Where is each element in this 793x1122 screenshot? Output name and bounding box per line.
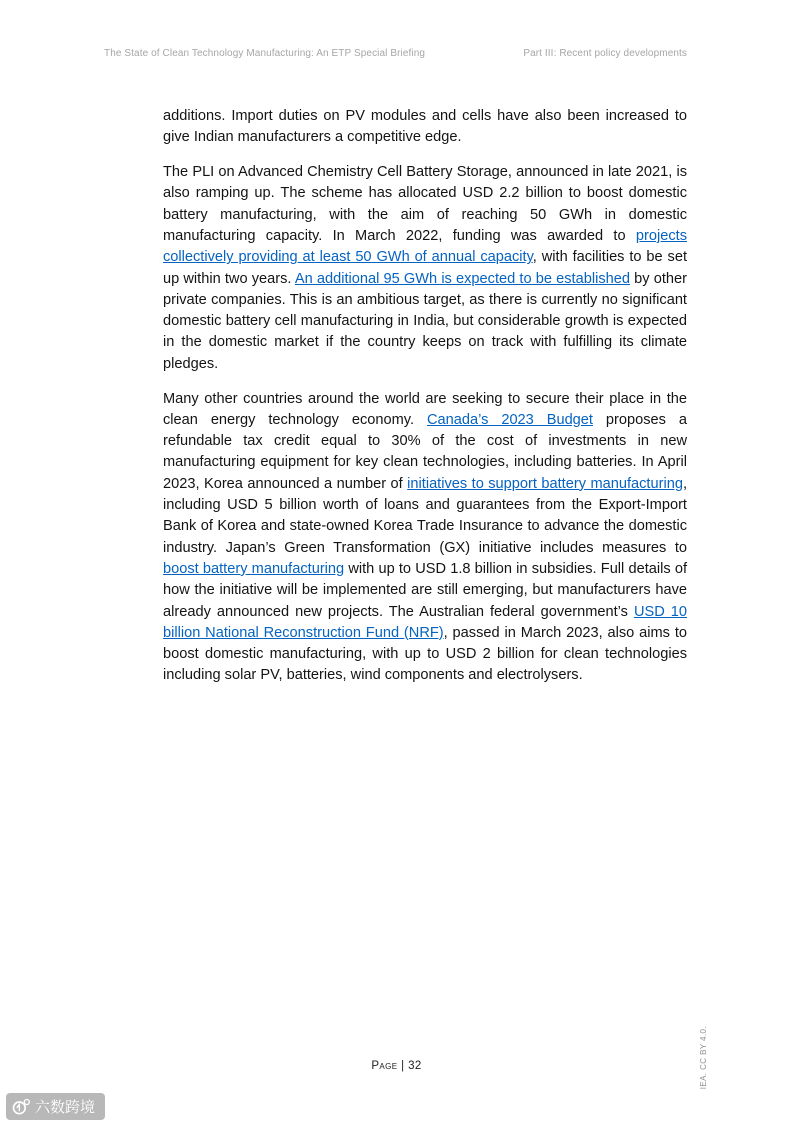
watermark-logo-icon	[11, 1097, 31, 1117]
hyperlink[interactable]: boost battery manufacturing	[163, 560, 345, 577]
text-run: The PLI on Advanced Chemistry Cell Battery Storage, announced in late 2021, is also ramping up. The scheme has allocated USD 2.2 billion to boost domestic battery manufacturing, with the aim of reaching 50 GWh in domestic manufacturing capacity. In March 2022, funding was awarded to	[163, 164, 687, 244]
hyperlink[interactable]: initiatives to support battery manufacturing	[407, 475, 683, 492]
header-left-title: The State of Clean Technology Manufacturing: An ETP Special Briefing	[104, 48, 426, 59]
hyperlink[interactable]: Canada’s 2023 Budget	[427, 411, 593, 428]
watermark-badge	[6, 1093, 105, 1120]
text-run: with up to USD 1.8 billion in subsidies. Full details of how the initiative will be implemented are still emerging, but manufacturers have already announced new projects. The Australian federal government’s	[163, 560, 688, 620]
paragraph	[163, 106, 687, 149]
text-run: Many other countries around the world are seeking to secure their place in the clean energy technology economy.	[163, 390, 687, 428]
page-header	[104, 48, 687, 59]
watermark-text: 六数跨境	[35, 1099, 96, 1116]
paragraph	[163, 389, 687, 687]
page-number: Page | 32	[371, 1060, 422, 1072]
text-run: , including USD 5 billion worth of loans and guarantees from the Export-Import Bank of Korea and state-owned Korea Trade Insurance to advance the domestic industry. Japan’s Green Transformation (GX) initiative includes measures to	[163, 475, 687, 556]
text-run: , passed in March 2023, also aims to boost domestic manufacturing, with up to USD 2 billion for clean technologies including solar PV, batteries, wind components and electrolysers.	[163, 624, 687, 684]
text-run: additions. Import duties on PV modules and cells have also been increased to give Indian manufacturers a competitive edge.	[163, 108, 687, 146]
hyperlink[interactable]: An additional 95 GWh is expected to be established	[294, 270, 630, 287]
copyright-vertical-note: IEA. CC BY 4.0.	[699, 1026, 708, 1090]
paragraph	[163, 162, 687, 375]
hyperlink[interactable]: projects collectively providing at least 50 GWh of annual capacity	[163, 227, 687, 266]
text-run: proposes a refundable tax credit equal to 30% of the cost of investments in new manufacturing equipment for key clean technologies, including batteries. In April 2023, Korea announced a number of	[163, 411, 687, 492]
body-text	[163, 106, 687, 700]
text-run: by other private companies. This is an ambitious target, as there is currently no significant domestic battery cell manufacturing in India, but considerable growth is expected in the domestic market if the country keeps on track with fulfilling its climate pledges.	[163, 270, 687, 372]
text-run: , with facilities to be set up within two years.	[163, 249, 688, 287]
header-right-section: Part III: Recent policy developments	[523, 48, 687, 59]
page-footer	[0, 1060, 793, 1072]
hyperlink[interactable]: USD 10 billion National Reconstruction Fund (NRF)	[163, 603, 687, 641]
